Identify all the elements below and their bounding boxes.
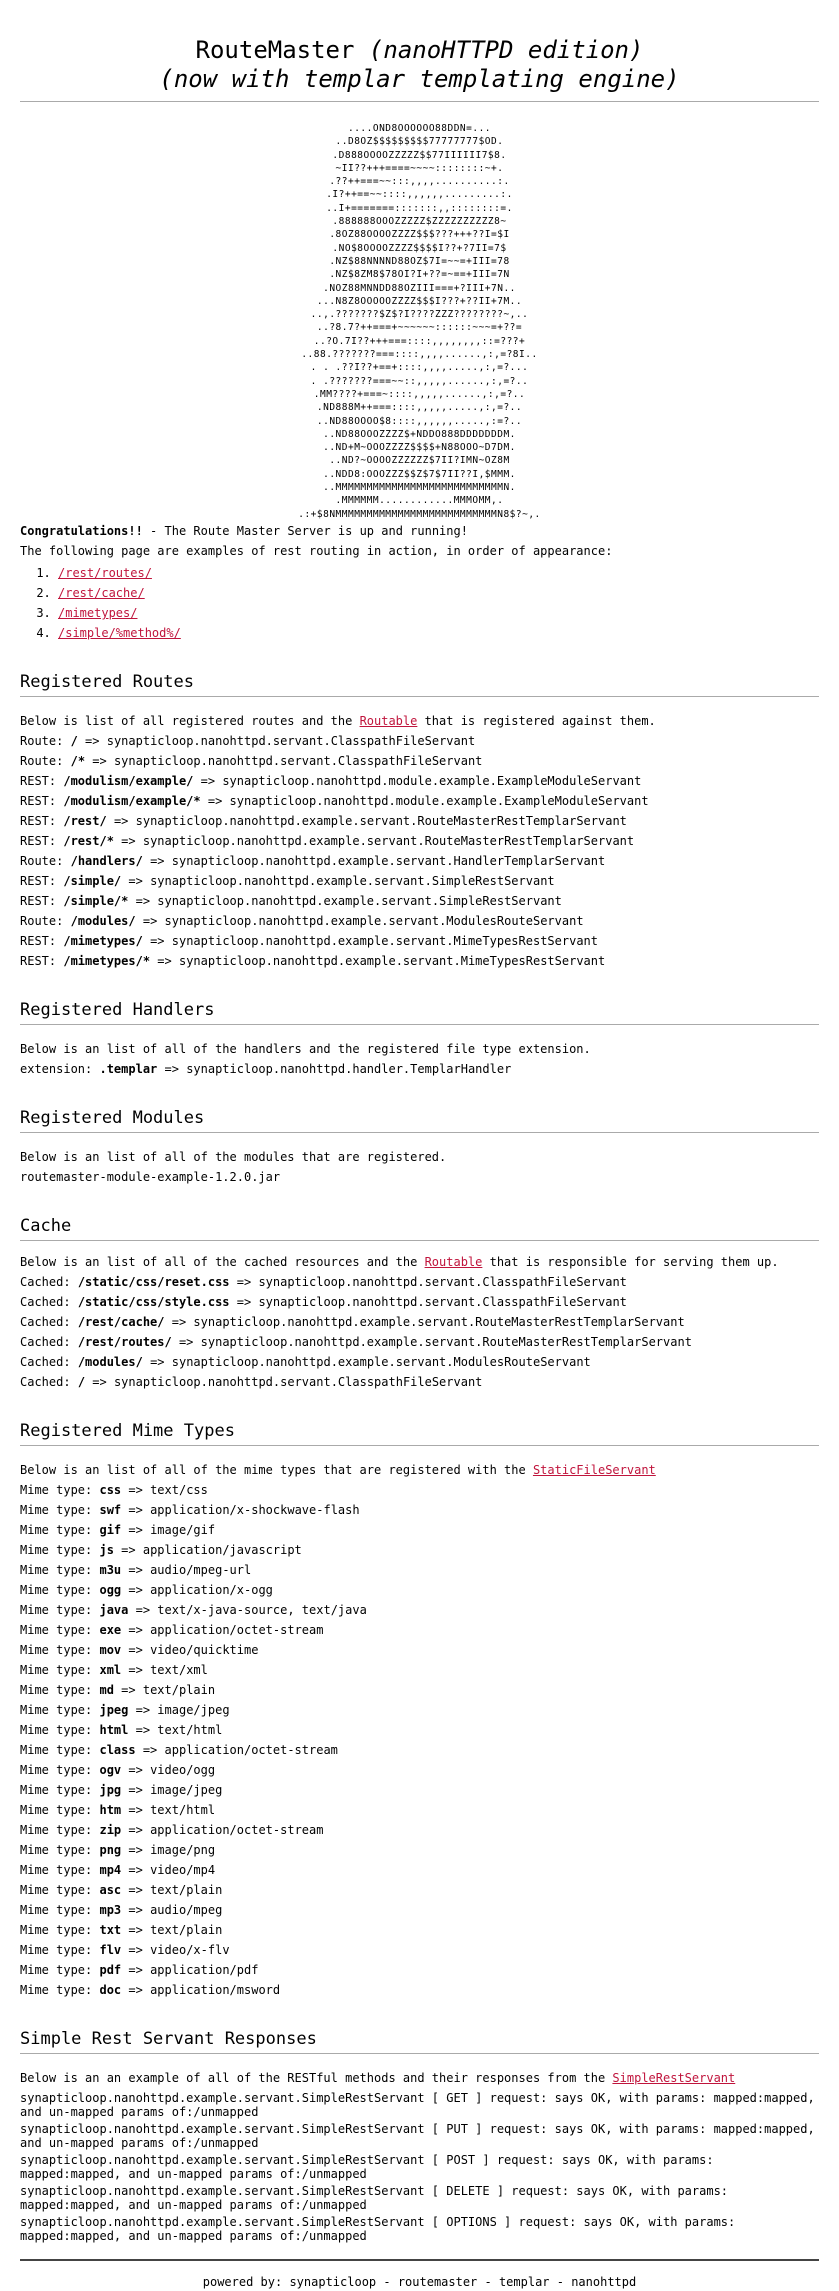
row-servant: synapticloop.nanohttpd.servant.ClasspathFileServant <box>113 753 483 768</box>
mime-type: text/plain <box>150 1922 223 1937</box>
row-servant: synapticloop.nanohttpd.example.servant.HandlerTemplarServant <box>171 853 606 868</box>
table-row: Mime type: swf => application/x-shockwave-flash <box>20 1502 360 1517</box>
mime-label: Mime type: <box>20 1582 93 1597</box>
row-servant: synapticloop.nanohttpd.example.servant.ModulesRouteServant <box>164 913 584 928</box>
row-servant: synapticloop.nanohttpd.example.servant.SimpleRestServant <box>150 873 555 888</box>
mime-label: Mime type: <box>20 1882 93 1897</box>
mime-ext: mp3 <box>99 1902 122 1917</box>
mime-label: Mime type: <box>20 1522 93 1537</box>
table-row: Cached: / => synapticloop.nanohttpd.servant.ClasspathFileServant <box>20 1374 483 1389</box>
ascii-logo: ....OND8OOOOOO88DDN=... ..D8OZ$$$$$$$$$77777777$OD. .D888OOOOZZZZZ$$77IIIIII7$8. ~II??+++====~~~~::::::::~+. .??++===~~:::,,,,..........:. .I?++==~~::::,,,,,,.........:. ..I+=======:::::::,,::::::::=. .888888OOOZZZZZ$ZZZZZZZZZZ8~ .8OZ88OOOOZZZZ$$$???+++??I=$I .NO$8OOOOZZZZ$$$$I??+?7II=7$ .NZ$88NNNND88OZ$7I=~~=+III=78 .NZ$8ZM8$78OI?I+??=~==+III=7N .NOZ88MNNDD88OZIII===+?III+7N.. ...N8Z8OOOOOZZZZ$$$I???+??II+7M.. ..,.???????$Z$?I????ZZZ????????~,.. ..?8.7?++===+~~~~~~::::::~~~=+??= ..?O.7I??+++===::::,,,,,,,,::=???+ ..88.???????===::::,,,,......,:,=?8I.. . . .??I??+==+::::,,,,.....,:,=?... . .???????===~~::,,,,,......,:,=?.. .MM????+===~::::,,,,,......,:,=?.. .ND888M++===::::,,,,,.....,:,=?.. ..ND88OOOO$8::::,,,,,,.....,:=?.. ..ND88OOOZZZZ$+NDDO888DDDDDDDM. ..ND+M~OOOZZZZ$$$$+N88OOO~D7DM. ..ND?~OOOOZZZZZZ$7II?IMN~OZ8M ..NDD8:OOOZZZ$$Z$7$7II??I,$MMM. ..MMMMMMMMMMMMMMMMMMMMMMMMMMMN. .MMMMMM............MMMOMM,. .:+$8NMMMMMMMMMMMMMMMMMMMMMMMMMMN8$?~,. <box>298 123 541 520</box>
row-servant: synapticloop.nanohttpd.example.servant.MimeTypesRestServant <box>178 953 606 968</box>
mime-ext: java <box>99 1602 129 1617</box>
mime-label: Mime type: <box>20 1982 93 1997</box>
simple-description <box>20 2068 819 2088</box>
row-servant: synapticloop.nanohttpd.example.servant.ModulesRouteServant <box>171 1354 591 1369</box>
row-path: /modulism/example/* <box>63 793 201 808</box>
routes-desc-before: Below is list of all registered routes and the <box>20 713 360 728</box>
table-row: Route: / => synapticloop.nanohttpd.servant.ClasspathFileServant <box>20 733 476 748</box>
row-servant: synapticloop.nanohttpd.servant.ClasspathFileServant <box>258 1274 627 1289</box>
row-kind: REST: <box>20 773 57 788</box>
list-item: synapticloop.nanohttpd.example.servant.SimpleRestServant [ OPTIONS ] request: says OK, with params: mapped:mapped, and un-mapped params of:/unmapped <box>20 2214 736 2243</box>
row-kind: Route: <box>20 853 64 868</box>
mime-label: Mime type: <box>20 1962 93 1977</box>
mime-ext: pdf <box>99 1962 122 1977</box>
module-item: routemaster-module-example-1.2.0.jar <box>20 1169 281 1184</box>
mime-ext: flv <box>99 1942 122 1957</box>
mime-type: image/gif <box>150 1522 216 1537</box>
list-item <box>58 583 819 603</box>
cache-heading: Cache <box>20 1215 819 1241</box>
row-servant: synapticloop.nanohttpd.servant.ClasspathFileServant <box>113 1374 483 1389</box>
table-row: Mime type: htm => text/html <box>20 1802 216 1817</box>
row-path: /modules/ <box>70 913 136 928</box>
row-path: /simple/ <box>63 873 122 888</box>
examples-list <box>20 563 819 643</box>
table-row: Mime type: mp4 => video/mp4 <box>20 1862 216 1877</box>
mime-label: Mime type: <box>20 1762 93 1777</box>
list-item: synapticloop.nanohttpd.example.servant.SimpleRestServant [ POST ] request: says OK, with params: mapped:mapped, and un-mapped params of:/unmapped <box>20 2152 714 2181</box>
table-row: REST: /rest/ => synapticloop.nanohttpd.example.servant.RouteMasterRestTemplarServant <box>20 813 627 828</box>
cache-description <box>20 1255 819 1269</box>
row-path: /rest/cache/ <box>77 1314 165 1329</box>
table-row: Mime type: class => application/octet-stream <box>20 1742 338 1757</box>
table-row: Mime type: asc => text/plain <box>20 1882 223 1897</box>
table-row: Mime type: js => application/javascript <box>20 1542 302 1557</box>
mime-ext: swf <box>99 1502 122 1517</box>
table-row: Cached: /static/css/reset.css => synapticloop.nanohttpd.servant.ClasspathFileServant <box>20 1274 627 1289</box>
mime-type: application/msword <box>150 1982 281 1997</box>
table-row: Cached: /rest/cache/ => synapticloop.nanohttpd.example.servant.RouteMasterRestTemplarServant <box>20 1314 685 1329</box>
congrats-line <box>20 521 819 541</box>
mime-ext: xml <box>99 1662 122 1677</box>
mime-label: Mime type: <box>20 1542 93 1557</box>
mime-ext: class <box>99 1742 136 1757</box>
title-edition: (nanoHTTPD edition) <box>368 36 644 64</box>
examples-intro: The following page are examples of rest routing in action, in order of appearance: <box>20 543 613 558</box>
table-row: Mime type: md => text/plain <box>20 1682 216 1697</box>
congrats-strong: Congratulations!! <box>20 523 143 538</box>
mime-type: application/x-shockwave-flash <box>150 1502 360 1517</box>
congrats-text: - The Route Master Server is up and running! <box>142 523 468 538</box>
mime-type: application/octet-stream <box>150 1822 324 1837</box>
row-servant: synapticloop.nanohttpd.example.servant.SimpleRestServant <box>157 893 562 908</box>
mime-label: Mime type: <box>20 1602 93 1617</box>
mime-type: application/octet-stream <box>150 1622 324 1637</box>
mime-ext: mp4 <box>99 1862 122 1877</box>
table-row: Mime type: txt => text/plain <box>20 1922 223 1937</box>
row-path: /rest/ <box>63 813 107 828</box>
mime-type: application/x-ogg <box>150 1582 273 1597</box>
link-simple-method[interactable]: /simple/%method%/ <box>58 625 181 640</box>
table-row: Mime type: gif => image/gif <box>20 1522 216 1537</box>
table-row: REST: /mimetypes/ => synapticloop.nanohttpd.example.servant.MimeTypesRestServant <box>20 933 599 948</box>
table-row: Mime type: pdf => application/pdf <box>20 1962 259 1977</box>
table-row: Mime type: xml => text/xml <box>20 1662 208 1677</box>
modules-description: Below is an list of all of the modules that are registered. <box>20 1149 447 1164</box>
table-row: Route: /modules/ => synapticloop.nanohttpd.example.servant.ModulesRouteServant <box>20 913 584 928</box>
table-row: Mime type: exe => application/octet-stream <box>20 1622 324 1637</box>
table-row: Mime type: jpeg => image/jpeg <box>20 1702 230 1717</box>
table-row: Mime type: png => image/png <box>20 1842 216 1857</box>
page-title <box>20 36 819 94</box>
simple-desc-before: Below is an an example of all of the RESTful methods and their responses from the <box>20 2070 613 2085</box>
cache-desc-before: Below is an list of all of the cached resources and the <box>20 1254 425 1269</box>
mime-ext: asc <box>99 1882 122 1897</box>
simplerestservant-link[interactable]: SimpleRestServant <box>612 2070 736 2085</box>
footer: powered by: synapticloop - routemaster - templar - nanohttpd <box>202 2274 637 2289</box>
row-servant: synapticloop.nanohttpd.example.servant.RouteMasterRestTemplarServant <box>135 813 627 828</box>
routes-list <box>20 731 819 971</box>
table-row: Mime type: mov => video/quicktime <box>20 1642 259 1657</box>
row-servant: synapticloop.nanohttpd.servant.ClasspathFileServant <box>258 1294 627 1309</box>
mime-ext: gif <box>99 1522 122 1537</box>
row-servant: synapticloop.nanohttpd.example.servant.RouteMasterRestTemplarServant <box>142 833 635 848</box>
row-kind: Cached: <box>20 1374 71 1389</box>
mime-label: Mime type: <box>20 1782 93 1797</box>
link-rest-routes[interactable]: /rest/routes/ <box>58 565 152 580</box>
table-row: Route: /* => synapticloop.nanohttpd.servant.ClasspathFileServant <box>20 753 483 768</box>
row-servant: synapticloop.nanohttpd.example.servant.RouteMasterRestTemplarServant <box>193 1314 685 1329</box>
row-servant: synapticloop.nanohttpd.servant.ClasspathFileServant <box>106 733 476 748</box>
row-path: /rest/* <box>63 833 114 848</box>
mime-label: Mime type: <box>20 1842 93 1857</box>
title-main: RouteMaster <box>195 36 355 64</box>
mime-ext: exe <box>99 1622 122 1637</box>
list-item <box>58 603 819 623</box>
mime-ext: png <box>99 1842 122 1857</box>
table-row: Mime type: ogv => video/ogg <box>20 1762 216 1777</box>
mime-ext: js <box>99 1542 114 1557</box>
mime-type: text/html <box>150 1802 216 1817</box>
table-row: Mime type: html => text/html <box>20 1722 223 1737</box>
mime-label: Mime type: <box>20 1502 93 1517</box>
row-kind: extension: <box>20 1061 93 1076</box>
mime-type: audio/mpeg <box>150 1902 223 1917</box>
modules-heading: Registered Modules <box>20 1107 819 1133</box>
mime-ext: jpg <box>99 1782 122 1797</box>
row-path: /simple/* <box>63 893 129 908</box>
list-item <box>58 563 819 583</box>
table-row: Mime type: m3u => audio/mpeg-url <box>20 1562 252 1577</box>
cache-routable-link[interactable]: Routable <box>424 1254 483 1269</box>
table-row: Cached: /static/css/style.css => synapticloop.nanohttpd.servant.ClasspathFileServant <box>20 1294 627 1309</box>
row-kind: Route: <box>20 753 64 768</box>
simple-list <box>20 2091 819 2243</box>
table-row: REST: /modulism/example/* => synapticloop.nanohttpd.module.example.ExampleModuleServant <box>20 793 649 808</box>
handlers-description: Below is an list of all of the handlers and the registered file type extension. <box>20 1041 591 1056</box>
mime-ext: doc <box>99 1982 122 1997</box>
table-row: Mime type: doc => application/msword <box>20 1982 281 1997</box>
mime-label: Mime type: <box>20 1902 93 1917</box>
staticfileservant-link[interactable]: StaticFileServant <box>532 1462 656 1477</box>
mimetypes-description <box>20 1460 819 1480</box>
mime-label: Mime type: <box>20 1702 93 1717</box>
mime-label: Mime type: <box>20 1642 93 1657</box>
title-subtitle: (now with templar templating engine) <box>159 65 680 93</box>
routable-link[interactable]: Routable <box>359 713 418 728</box>
row-kind: REST: <box>20 793 57 808</box>
table-row: Mime type: jpg => image/jpeg <box>20 1782 223 1797</box>
row-kind: Cached: <box>20 1274 71 1289</box>
header-divider <box>20 101 819 102</box>
row-path: /static/css/style.css <box>77 1294 230 1309</box>
table-row: REST: /simple/ => synapticloop.nanohttpd.example.servant.SimpleRestServant <box>20 873 555 888</box>
table-row: Route: /handlers/ => synapticloop.nanohttpd.example.servant.HandlerTemplarServant <box>20 853 606 868</box>
handlers-list <box>20 1059 819 1079</box>
row-kind: Cached: <box>20 1334 71 1349</box>
mime-type: video/ogg <box>150 1762 216 1777</box>
row-servant: synapticloop.nanohttpd.example.servant.MimeTypesRestServant <box>171 933 599 948</box>
mime-ext: html <box>99 1722 129 1737</box>
handlers-heading: Registered Handlers <box>20 999 819 1025</box>
mime-label: Mime type: <box>20 1822 93 1837</box>
mimetypes-heading: Registered Mime Types <box>20 1420 819 1446</box>
mime-type: text/css <box>150 1482 208 1497</box>
mime-type: text/xml <box>150 1662 208 1677</box>
mime-type: image/jpeg <box>150 1782 223 1797</box>
mime-ext: m3u <box>99 1562 122 1577</box>
mime-label: Mime type: <box>20 1802 93 1817</box>
mime-type: text/x-java-source, text/java <box>157 1602 367 1617</box>
table-row: Mime type: flv => video/x-flv <box>20 1942 230 1957</box>
footer-divider <box>20 2259 819 2261</box>
routes-desc-after: that is registered against them. <box>417 713 656 728</box>
mime-type: video/x-flv <box>150 1942 230 1957</box>
mime-label: Mime type: <box>20 1622 93 1637</box>
row-kind: Route: <box>20 733 64 748</box>
row-path: / <box>77 1374 86 1389</box>
row-kind: Cached: <box>20 1354 71 1369</box>
mime-type: text/html <box>157 1722 223 1737</box>
row-kind: REST: <box>20 953 57 968</box>
row-servant: synapticloop.nanohttpd.example.servant.RouteMasterRestTemplarServant <box>200 1334 692 1349</box>
link-mimetypes[interactable]: /mimetypes/ <box>58 605 138 620</box>
simple-heading: Simple Rest Servant Responses <box>20 2028 819 2054</box>
row-kind: Route: <box>20 913 64 928</box>
row-kind: Cached: <box>20 1314 71 1329</box>
mime-ext: css <box>99 1482 122 1497</box>
mime-label: Mime type: <box>20 1862 93 1877</box>
list-item: synapticloop.nanohttpd.example.servant.SimpleRestServant [ DELETE ] request: says OK, with params: mapped:mapped, and un-mapped params of:/unmapped <box>20 2183 729 2212</box>
row-path: /modules/ <box>77 1354 143 1369</box>
mimetypes-desc-before: Below is an list of all of the mime types that are registered with the <box>20 1462 533 1477</box>
mime-type: video/mp4 <box>150 1862 216 1877</box>
mime-ext: htm <box>99 1802 122 1817</box>
mime-ext: zip <box>99 1822 122 1837</box>
mime-ext: jpeg <box>99 1702 129 1717</box>
row-kind: REST: <box>20 933 57 948</box>
table-row: Mime type: zip => application/octet-stream <box>20 1822 324 1837</box>
row-servant: synapticloop.nanohttpd.module.example.ExampleModuleServant <box>222 773 642 788</box>
table-row: REST: /modulism/example/ => synapticloop.nanohttpd.module.example.ExampleModuleServant <box>20 773 642 788</box>
mime-type: audio/mpeg-url <box>150 1562 252 1577</box>
table-row: Mime type: mp3 => audio/mpeg <box>20 1902 223 1917</box>
mime-type: image/png <box>150 1842 216 1857</box>
cache-list <box>20 1272 819 1392</box>
routes-description <box>20 711 819 731</box>
mime-label: Mime type: <box>20 1942 93 1957</box>
mime-type: text/plain <box>150 1882 223 1897</box>
table-row: REST: /simple/* => synapticloop.nanohttpd.example.servant.SimpleRestServant <box>20 893 562 908</box>
table-row: REST: /mimetypes/* => synapticloop.nanohttpd.example.servant.MimeTypesRestServant <box>20 953 606 968</box>
mime-ext: mov <box>99 1642 122 1657</box>
row-kind: REST: <box>20 893 57 908</box>
mime-label: Mime type: <box>20 1722 93 1737</box>
row-kind: Cached: <box>20 1294 71 1309</box>
link-rest-cache[interactable]: /rest/cache/ <box>58 585 145 600</box>
mime-type: application/octet-stream <box>164 1742 338 1757</box>
mime-label: Mime type: <box>20 1742 93 1757</box>
row-path: /modulism/example/ <box>63 773 194 788</box>
table-row: Mime type: css => text/css <box>20 1482 208 1497</box>
table-row: Cached: /modules/ => synapticloop.nanohttpd.example.servant.ModulesRouteServant <box>20 1354 591 1369</box>
mime-type: image/jpeg <box>157 1702 230 1717</box>
mime-label: Mime type: <box>20 1482 93 1497</box>
mime-type: application/javascript <box>142 1542 302 1557</box>
table-row: Mime type: java => text/x-java-source, text/java <box>20 1602 367 1617</box>
mime-label: Mime type: <box>20 1662 93 1677</box>
mime-ext: txt <box>99 1922 122 1937</box>
row-kind: REST: <box>20 873 57 888</box>
row-path: .templar <box>99 1061 158 1076</box>
page <box>20 36 819 2291</box>
table-row: Cached: /rest/routes/ => synapticloop.nanohttpd.example.servant.RouteMasterRestTemplarServant <box>20 1334 692 1349</box>
table-row: REST: /rest/* => synapticloop.nanohttpd.example.servant.RouteMasterRestTemplarServant <box>20 833 635 848</box>
row-path: /mimetypes/* <box>63 953 151 968</box>
row-kind: REST: <box>20 813 57 828</box>
row-path: /mimetypes/ <box>63 933 143 948</box>
table-row: Mime type: ogg => application/x-ogg <box>20 1582 273 1597</box>
cache-desc-after: that is responsible for serving them up. <box>482 1254 779 1269</box>
row-servant: synapticloop.nanohttpd.handler.TemplarHandler <box>186 1061 512 1076</box>
mime-ext: ogg <box>99 1582 122 1597</box>
list-item <box>58 623 819 643</box>
row-path: /rest/routes/ <box>77 1334 172 1349</box>
row-kind: REST: <box>20 833 57 848</box>
row-servant: synapticloop.nanohttpd.module.example.ExampleModuleServant <box>229 793 649 808</box>
list-item: synapticloop.nanohttpd.example.servant.SimpleRestServant [ GET ] request: says OK, with params: mapped:mapped, and un-mapped params of:/unmapped <box>20 2090 815 2119</box>
mime-type: text/plain <box>142 1682 216 1697</box>
routes-heading: Registered Routes <box>20 671 819 697</box>
mime-ext: md <box>99 1682 114 1697</box>
mime-label: Mime type: <box>20 1562 93 1577</box>
mime-label: Mime type: <box>20 1922 93 1937</box>
list-item: synapticloop.nanohttpd.example.servant.SimpleRestServant [ PUT ] request: says OK, with params: mapped:mapped, and un-mapped params of:/unmapped <box>20 2121 815 2150</box>
row-path: /handlers/ <box>70 853 143 868</box>
mime-type: video/quicktime <box>150 1642 259 1657</box>
mime-type: application/pdf <box>150 1962 259 1977</box>
row-path: /static/css/reset.css <box>77 1274 230 1289</box>
mime-ext: ogv <box>99 1762 122 1777</box>
mime-label: Mime type: <box>20 1682 93 1697</box>
row-path: /* <box>70 753 86 768</box>
mimetypes-list <box>20 1480 819 2000</box>
table-row: extension: .templar => synapticloop.nanohttpd.handler.TemplarHandler <box>20 1061 512 1076</box>
row-path: / <box>70 733 78 748</box>
